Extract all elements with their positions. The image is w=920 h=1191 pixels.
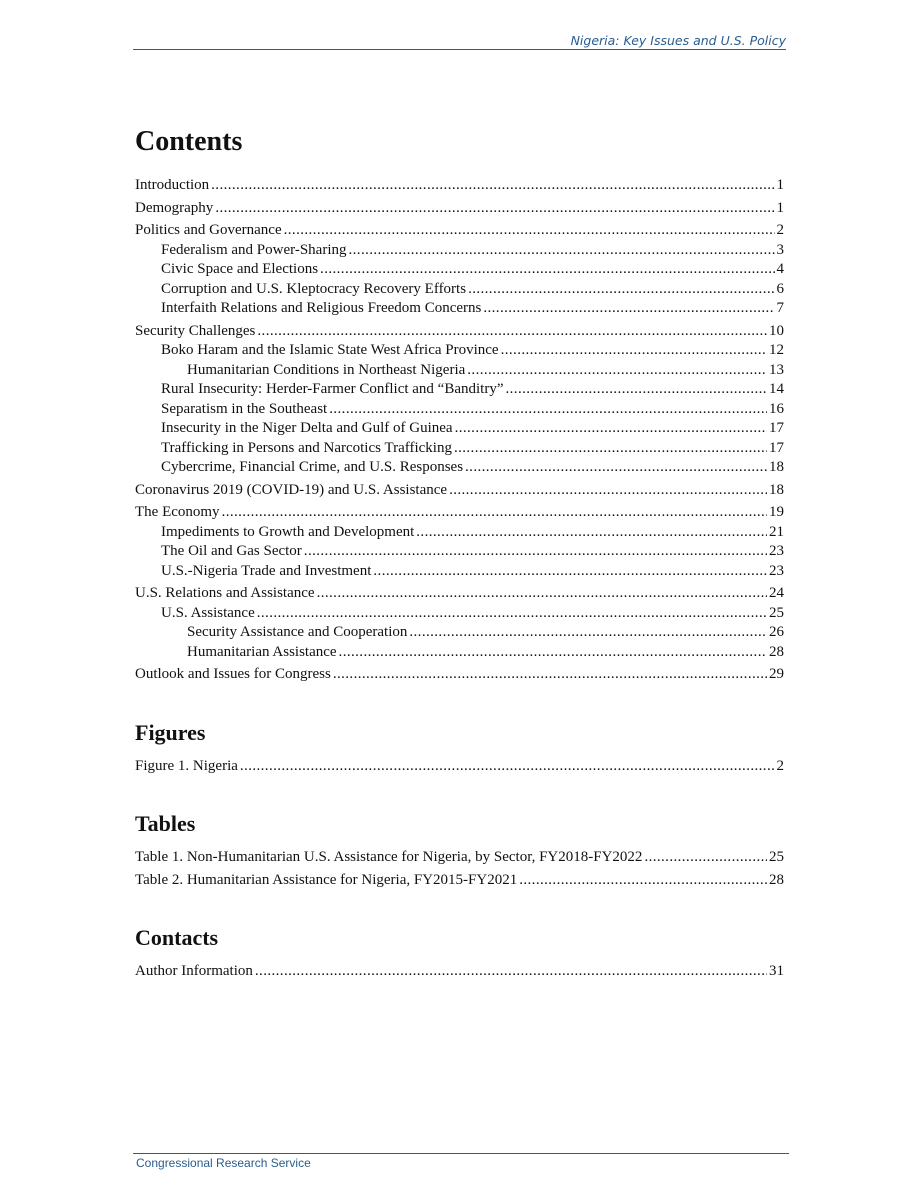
tables-section <box>135 810 784 890</box>
toc-entry[interactable] <box>135 562 784 582</box>
toc-entry-title[interactable]: Civic Space and Elections <box>161 261 319 277</box>
publisher-name: Congressional Research Service <box>136 1156 311 1170</box>
toc-entry-title[interactable]: Table 2. Humanitarian Assistance for Nigeria, FY2015-FY2021 <box>135 871 518 888</box>
toc-entry-title[interactable]: U.S.-Nigeria Trade and Investment <box>161 562 372 579</box>
toc-entry-page[interactable]: 25 <box>769 849 784 865</box>
dot-leader <box>455 419 767 439</box>
contacts-list <box>135 962 784 982</box>
toc-entry-title[interactable]: Cybercrime, Financial Crime, and U.S. Responses <box>161 459 464 475</box>
dot-leader <box>304 542 767 562</box>
toc-entry-page[interactable]: 18 <box>769 459 784 475</box>
toc-entry-title[interactable]: Security Challenges <box>135 322 256 339</box>
dot-leader <box>373 562 767 582</box>
toc-entry-page[interactable]: 17 <box>769 420 784 436</box>
dot-leader <box>255 962 767 982</box>
toc-entry-page[interactable]: 28 <box>769 643 784 660</box>
toc-entry-title[interactable]: The Oil and Gas Sector <box>161 543 302 559</box>
dot-leader <box>416 523 767 543</box>
toc-entry[interactable] <box>135 341 784 361</box>
toc-entry-title[interactable]: Boko Haram and the Islamic State West Africa Province <box>161 342 499 358</box>
toc-entry-title[interactable]: Trafficking in Persons and Narcotics Trafficking <box>161 439 452 456</box>
dot-leader <box>501 341 767 361</box>
toc-entry-title[interactable]: Rural Insecurity: Herder-Farmer Conflict and “Banditry” <box>161 381 504 397</box>
dot-leader <box>409 623 767 643</box>
dot-leader <box>257 604 767 624</box>
toc-entry-title[interactable]: Insecurity in the Niger Delta and Gulf of Guinea <box>161 420 453 436</box>
dot-leader <box>215 199 774 219</box>
toc-entry-title[interactable]: Federalism and Power-Sharing <box>161 241 347 258</box>
toc-entry-page[interactable]: 31 <box>769 963 784 979</box>
toc-entry-page[interactable]: 26 <box>769 624 784 640</box>
toc-entry[interactable] <box>135 643 784 663</box>
contacts-heading: Contacts <box>135 925 219 950</box>
toc-entry[interactable] <box>135 623 784 643</box>
toc-entry[interactable] <box>135 400 784 420</box>
tables-list <box>135 848 784 890</box>
toc-entry-page[interactable]: 12 <box>769 342 784 358</box>
toc-entry-page[interactable]: 1 <box>776 177 784 193</box>
toc-entry-page[interactable]: 28 <box>769 871 784 888</box>
toc-entry-title[interactable]: Author Information <box>135 963 253 979</box>
running-title: Nigeria: Key Issues and U.S. Policy <box>570 33 786 48</box>
toc-entry-page[interactable]: 23 <box>769 543 784 559</box>
toc-entry[interactable] <box>135 871 784 891</box>
dot-leader <box>449 481 767 501</box>
page-footer <box>133 1153 789 1170</box>
toc-entry[interactable] <box>135 458 784 478</box>
contacts-section <box>135 924 784 982</box>
toc-entry-title[interactable]: Security Assistance and Cooperation <box>187 624 408 640</box>
dot-leader <box>483 299 774 319</box>
dot-leader <box>257 322 767 342</box>
contents-heading: Contents <box>135 126 243 157</box>
toc-entry-page[interactable]: 2 <box>776 222 784 238</box>
toc-entry-page[interactable]: 25 <box>769 604 784 621</box>
toc-entry[interactable] <box>135 439 784 459</box>
dot-leader <box>506 380 768 400</box>
toc-entry[interactable] <box>135 848 784 868</box>
dot-leader <box>339 643 767 663</box>
toc-entry[interactable] <box>135 962 784 982</box>
toc-entry-page[interactable]: 1 <box>776 199 784 216</box>
toc-entry-page[interactable]: 4 <box>776 261 784 277</box>
toc-entry-title[interactable]: Corruption and U.S. Kleptocracy Recovery Efforts <box>161 280 467 297</box>
toc-entry-title[interactable]: Humanitarian Conditions in Northeast Nigeria <box>187 361 466 378</box>
dot-leader <box>333 665 767 685</box>
dot-leader <box>240 757 775 777</box>
table-of-contents-page <box>135 124 784 982</box>
toc-entry[interactable] <box>135 665 784 685</box>
toc-entry-page[interactable]: 7 <box>776 300 784 316</box>
running-header <box>133 33 786 50</box>
toc-entry-page[interactable]: 16 <box>769 400 784 417</box>
toc-entry-title[interactable]: Politics and Governance <box>135 222 282 238</box>
contents-list <box>135 176 784 685</box>
toc-entry-title[interactable]: Separatism in the Southeast <box>161 400 328 417</box>
toc-entry[interactable] <box>135 260 784 280</box>
toc-entry-page[interactable]: 14 <box>769 381 784 397</box>
tables-heading: Tables <box>135 811 196 836</box>
toc-entry-title[interactable]: Introduction <box>135 177 210 193</box>
toc-entry-page[interactable]: 23 <box>769 562 784 579</box>
figures-list <box>135 757 784 777</box>
figures-heading: Figures <box>135 719 206 745</box>
toc-entry-title[interactable]: Impediments to Growth and Development <box>161 523 415 540</box>
toc-entry[interactable] <box>135 280 784 300</box>
toc-entry-title[interactable]: Interfaith Relations and Religious Freedom Concerns <box>161 300 482 316</box>
toc-entry[interactable] <box>135 361 784 381</box>
toc-entry-page[interactable]: 29 <box>769 666 784 682</box>
toc-entry-title[interactable]: U.S. Assistance <box>161 604 255 621</box>
dot-leader <box>317 584 767 604</box>
dot-leader <box>284 221 775 241</box>
toc-entry-title[interactable]: Demography <box>135 199 214 216</box>
toc-entry-title[interactable]: Coronavirus 2019 (COVID-19) and U.S. Assistance <box>135 481 448 498</box>
dot-leader <box>454 439 767 459</box>
dot-leader <box>222 503 767 523</box>
toc-entry-page[interactable]: 24 <box>769 585 784 601</box>
toc-entry-page[interactable]: 6 <box>776 280 784 297</box>
dot-leader <box>644 848 767 868</box>
toc-entry[interactable] <box>135 584 784 604</box>
toc-entry-page[interactable]: 17 <box>769 439 784 456</box>
toc-entry[interactable] <box>135 757 784 777</box>
toc-entry[interactable] <box>135 380 784 400</box>
toc-entry-page[interactable]: 3 <box>776 241 784 258</box>
toc-entry-page[interactable]: 19 <box>769 504 784 520</box>
toc-entry[interactable] <box>135 481 784 501</box>
dot-leader <box>468 280 774 300</box>
toc-entry[interactable] <box>135 199 784 219</box>
toc-entry-title[interactable]: U.S. Relations and Assistance <box>135 585 315 601</box>
toc-entry[interactable] <box>135 503 784 523</box>
toc-entry[interactable] <box>135 299 784 319</box>
toc-entry[interactable] <box>135 322 784 342</box>
toc-entry-page[interactable]: 10 <box>769 322 784 339</box>
dot-leader <box>320 260 774 280</box>
dot-leader <box>211 176 774 196</box>
toc-entry-page[interactable]: 2 <box>776 757 784 774</box>
toc-entry[interactable] <box>135 176 784 196</box>
toc-entry[interactable] <box>135 419 784 439</box>
dot-leader <box>329 400 767 420</box>
dot-leader <box>349 241 775 261</box>
toc-entry-page[interactable]: 18 <box>769 481 784 498</box>
dot-leader <box>519 871 767 891</box>
toc-entry-title[interactable]: The Economy <box>135 504 220 520</box>
toc-entry-title[interactable]: Outlook and Issues for Congress <box>135 666 331 682</box>
toc-entry[interactable] <box>135 542 784 562</box>
toc-entry-title[interactable]: Humanitarian Assistance <box>187 643 337 660</box>
toc-entry-page[interactable]: 21 <box>769 523 784 540</box>
dot-leader <box>467 361 767 381</box>
dot-leader <box>465 458 767 478</box>
figures-section <box>135 719 784 777</box>
toc-entry[interactable] <box>135 604 784 624</box>
toc-entry[interactable] <box>135 523 784 543</box>
toc-entry-page[interactable]: 13 <box>769 361 784 378</box>
toc-entry[interactable] <box>135 221 784 241</box>
toc-entry-title[interactable]: Table 1. Non-Humanitarian U.S. Assistance for Nigeria, by Sector, FY2018-FY2022 <box>135 849 643 865</box>
toc-entry[interactable] <box>135 241 784 261</box>
toc-entry-title[interactable]: Figure 1. Nigeria <box>135 757 238 774</box>
